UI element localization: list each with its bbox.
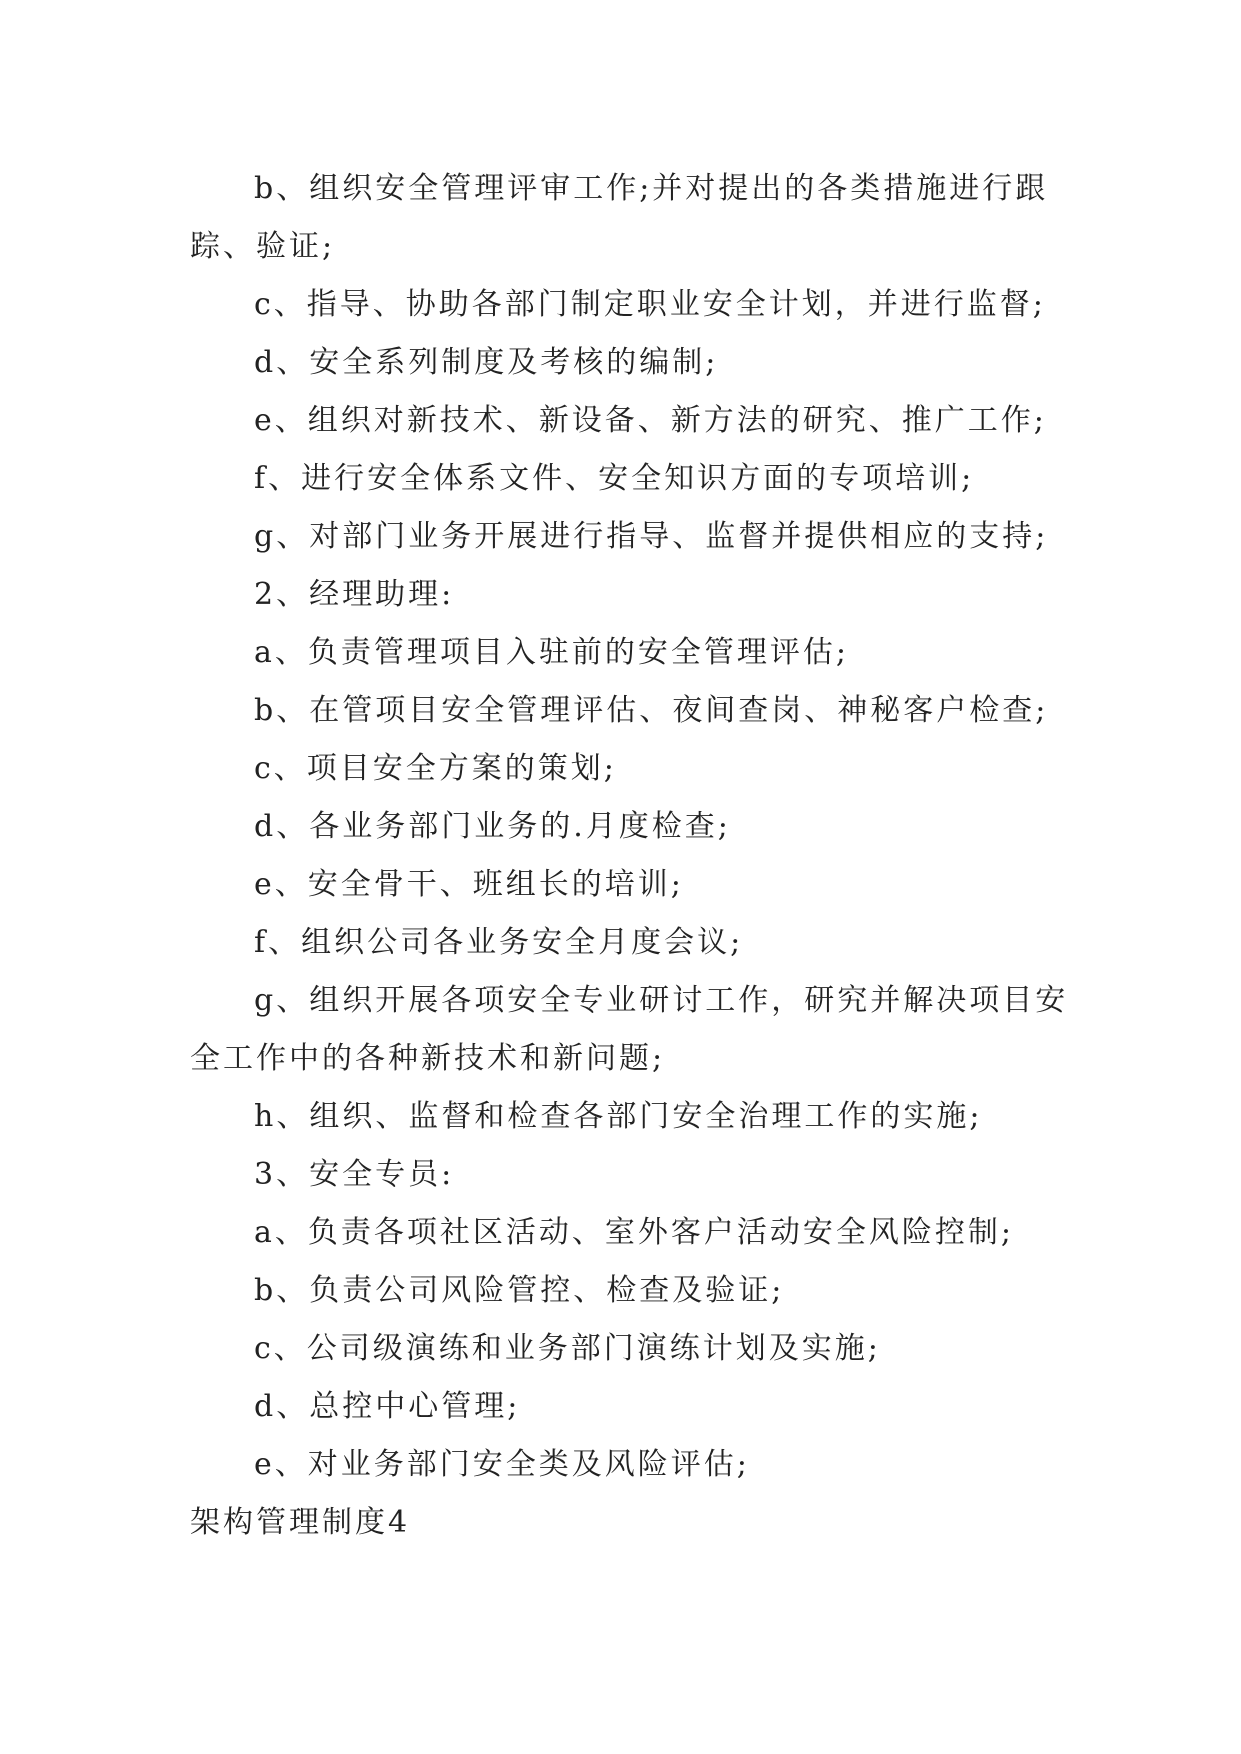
paragraph-2h: h、组织、监督和检查各部门安全治理工作的实施; — [254, 1099, 983, 1134]
paragraph-f-training: f、进行安全体系文件、安全知识方面的专项培训; — [254, 461, 975, 496]
paragraph-2e: e、安全骨干、班组长的培训; — [254, 867, 684, 902]
section-3-heading: 3、安全专员: — [254, 1157, 455, 1192]
document-body — [190, 160, 1070, 1552]
paragraph-2c: c、项目安全方案的策划; — [254, 751, 617, 786]
paragraph-2f: f、组织公司各业务安全月度会议; — [254, 925, 744, 960]
paragraph-2d: d、各业务部门业务的.月度检查; — [254, 809, 731, 844]
paragraph-2b: b、在管项目安全管理评估、夜间查岗、神秘客户检查; — [254, 693, 1049, 728]
paragraph-3e: e、对业务部门安全类及风险评估; — [254, 1447, 750, 1482]
paragraph-b-review: b、组织安全管理评审工作;并对提出的各类措施进行跟踪、验证; — [190, 171, 1049, 264]
paragraph-2a: a、负责管理项目入驻前的安全管理评估; — [254, 635, 849, 670]
paragraph-2g: g、组织开展各项安全专业研讨工作，研究并解决项目安全工作中的各种新技术和新问题; — [190, 983, 1069, 1076]
section-2-heading: 2、经理助理: — [254, 577, 455, 612]
paragraph-c-guidance: c、指导、协助各部门制定职业安全计划，并进行监督; — [254, 287, 1046, 322]
paragraph-3b: b、负责公司风险管控、检查及验证; — [254, 1273, 785, 1308]
paragraph-3a: a、负责各项社区活动、室外客户活动安全风险控制; — [254, 1215, 1014, 1250]
paragraph-d-regulations: d、安全系列制度及考核的编制; — [254, 345, 719, 380]
section-heading: 架构管理制度4 — [190, 1505, 411, 1540]
paragraph-3d: d、总控中心管理; — [254, 1389, 521, 1424]
paragraph-g-support: g、对部门业务开展进行指导、监督并提供相应的支持; — [254, 519, 1049, 554]
paragraph-3c: c、公司级演练和业务部门演练计划及实施; — [254, 1331, 881, 1366]
paragraph-e-research: e、组织对新技术、新设备、新方法的研究、推广工作; — [254, 403, 1047, 438]
